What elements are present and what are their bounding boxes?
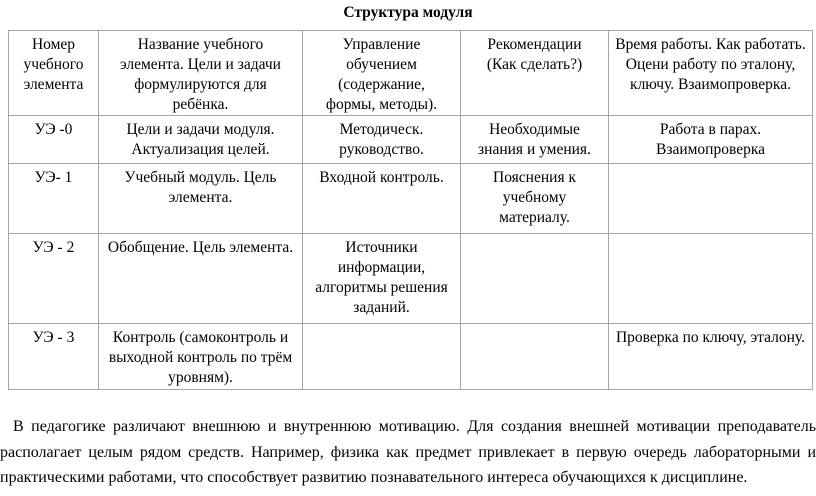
header-cell-element-name: Название учебного элемента. Цели и задачи формулируются для ребёнка. (99, 31, 303, 116)
table-header-row (9, 31, 813, 116)
body-paragraph (0, 414, 816, 491)
table-cell: УЭ - 2 (9, 234, 99, 324)
table-row (9, 324, 813, 390)
table-cell: Цели и задачи модуля. Актуализация целей. (99, 116, 303, 164)
table-cell (461, 324, 609, 390)
table-row (9, 164, 813, 234)
table-cell: Необходимые знания и умения. (461, 116, 609, 164)
table-cell: УЭ- 1 (9, 164, 99, 234)
table-cell: Учебный модуль. Цель элемента. (99, 164, 303, 234)
header-cell-work-time: Время работы. Как работать. Оцени работу по эталону, ключу. Взаимопроверка. (609, 31, 813, 116)
table-cell: Обобщение. Цель элемента. (99, 234, 303, 324)
module-structure-table (8, 30, 813, 390)
table-cell: Входной контроль. (303, 164, 461, 234)
table-cell (461, 234, 609, 324)
table-cell (303, 324, 461, 390)
header-cell-recommendations: Рекомендации (Как сделать?) (461, 31, 609, 116)
paragraph-line: практическими работами, что способствует развитию познавательного интереса обучающихся к дисциплине. (0, 469, 748, 486)
table-row (9, 116, 813, 164)
table-cell: Работа в парах. Взаимопроверка (609, 116, 813, 164)
header-cell-management: Управление обучением (содержание, формы, методы). (303, 31, 461, 116)
table-cell: УЭ -0 (9, 116, 99, 164)
header-cell-element-number: Номер учебного элемента (9, 31, 99, 116)
table-cell: Контроль (самоконтроль и выходной контроль по трём уровням). (99, 324, 303, 390)
table-cell (609, 234, 813, 324)
paragraph-line: В педагогике различают внешнюю и внутреннюю мотивацию. Для создания внешней мотивации преподаватель (13, 418, 816, 435)
table-cell (609, 164, 813, 234)
document-title: Структура модуля (343, 4, 473, 21)
table-cell: Методическ. руководство. (303, 116, 461, 164)
table-cell: Источники информации, алгоритмы решения заданий. (303, 234, 461, 324)
table-cell: Пояснения к учебному материалу. (461, 164, 609, 234)
table-cell: УЭ - 3 (9, 324, 99, 390)
table-row (9, 234, 813, 324)
paragraph-line: располагает целым рядом средств. Например, физика как предмет привлекает в первую очередь лабораторными и (0, 443, 816, 461)
table-cell: Проверка по ключу, эталону. (609, 324, 813, 390)
